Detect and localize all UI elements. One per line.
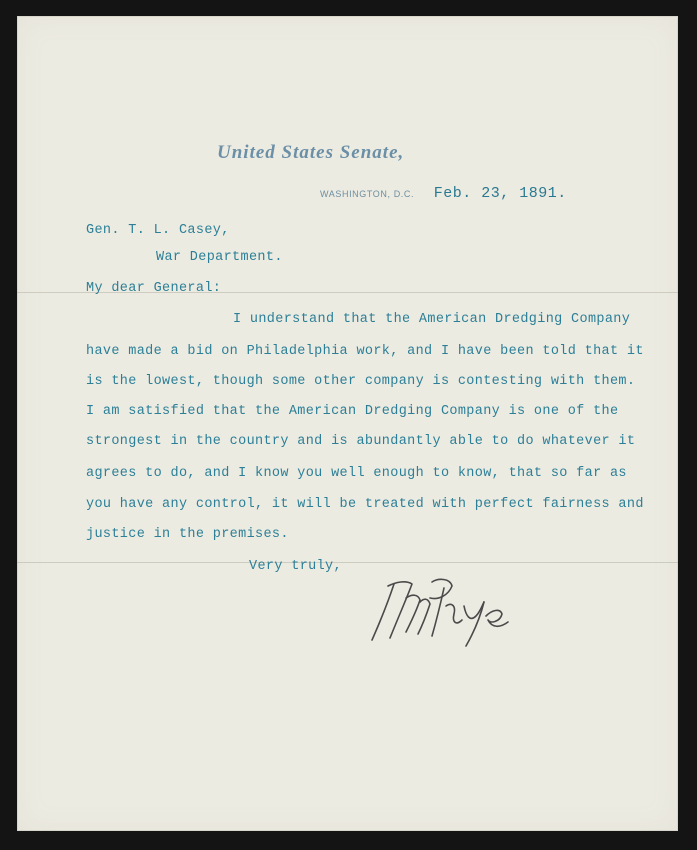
body-line: I am satisfied that the American Dredging Company is one of the — [86, 404, 619, 419]
body-line: is the lowest, though some other company is contesting with them. — [86, 374, 636, 389]
date: Feb. 23, 1891. — [433, 185, 567, 202]
body-line: I understand that the American Dredging Company — [233, 312, 631, 327]
body-line: have made a bid on Philadelphia work, and I have been told that it — [86, 344, 644, 359]
closing: Very truly, — [249, 559, 342, 574]
body-line: you have any control, it will be treated with perfect fairness and — [86, 497, 644, 512]
fold-line — [17, 562, 678, 563]
place-date-line — [320, 184, 567, 202]
signature — [366, 572, 516, 652]
place: WASHINGTON, D.C. — [320, 189, 415, 199]
body-line: agrees to do, and I know you well enough to know, that so far as — [86, 466, 627, 481]
body-line: justice in the premises. — [86, 527, 289, 542]
letter-page — [17, 16, 678, 831]
recipient-department: War Department. — [156, 250, 283, 265]
letterhead: United States Senate, — [217, 142, 405, 163]
recipient-name: Gen. T. L. Casey, — [86, 223, 230, 238]
salutation: My dear General: — [86, 281, 222, 296]
body-line: strongest in the country and is abundantly able to do whatever it — [86, 434, 636, 449]
